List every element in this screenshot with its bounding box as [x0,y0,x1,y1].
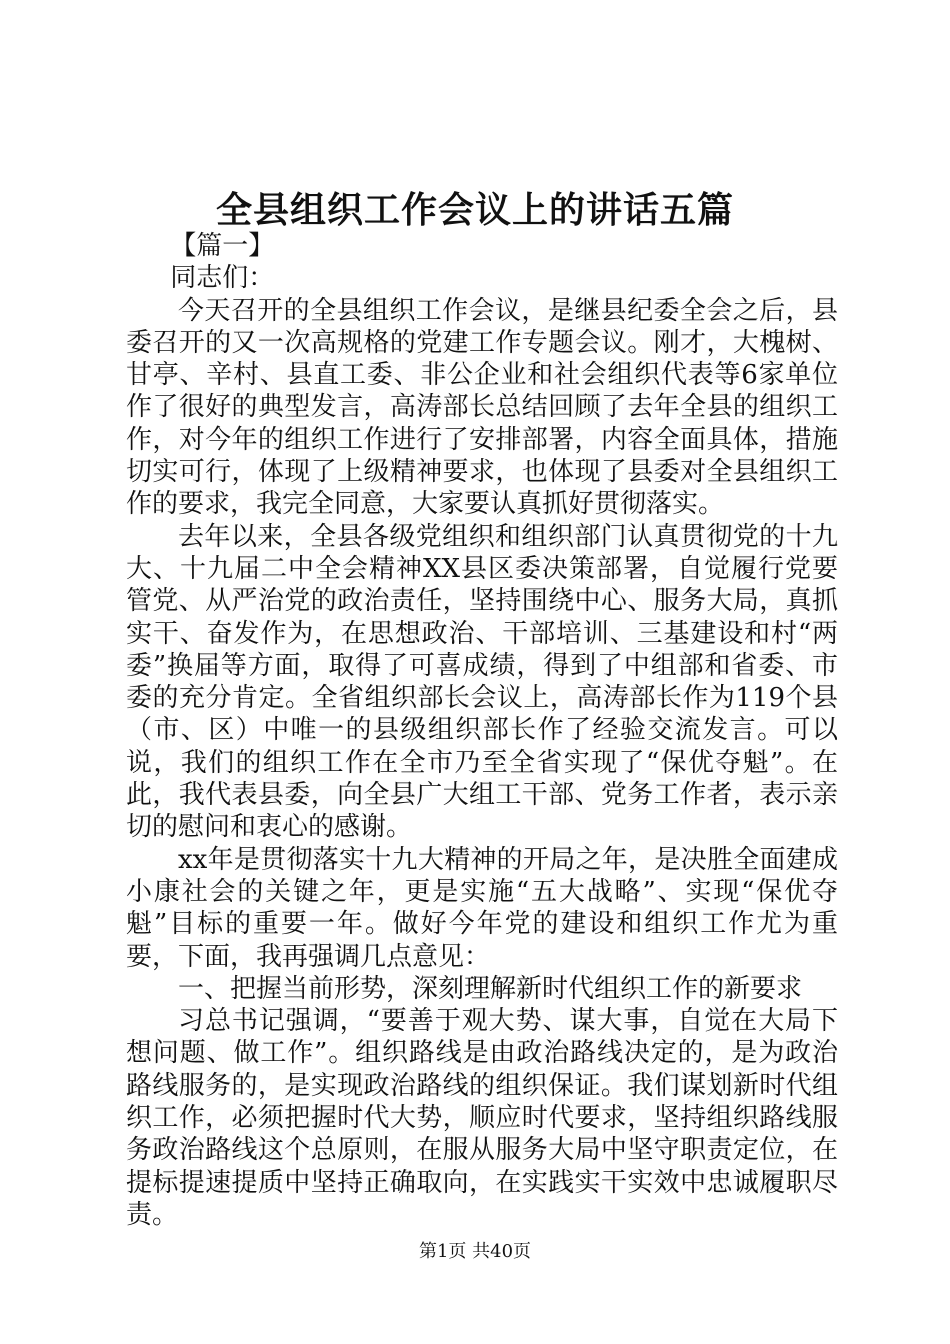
paragraph: 去年以来，全县各级党组织和组织部门认真贯彻党的十九大、十九届二中全会精神XX县区委决策部署，自觉履行党要管党、从严治党的政治责任，坚持围绕中心、服务大局，真抓实干、奋发作为，在思想政治、干部培训、三基建设和村“两委”换届等方面，取得了可喜成绩，得到了中组部和省委、市委的充分肯定。全省组织部长会议上，高涛部长作为119个县（市、区）中唯一的县级组织部长作了经验交流发言。可以说，我们的组织工作在全市乃至全省实现了“保优夺魁”。在此，我代表县委，向全县广大组工干部、党务工作者，表示亲切的慰问和衷心的感谢。 [126,521,838,843]
paragraph: 习总书记强调，“要善于观大势、谋大事，自觉在大局下想问题、做工作”。组织路线是由政治路线决定的，是为政治路线服务的，是实现政治路线的组织保证。我们谋划新时代组织工作，必须把握时代大势，顺应时代要求，坚持组织路线服务政治路线这个总原则，在服从服务大局中坚守职责定位，在提标提速提质中坚持正确取向，在实践实干实效中忠诚履职尽责。 [126,1006,838,1230]
section-heading: 一、把握当前形势，深刻理解新时代组织工作的新要求 [178,973,803,1004]
section-label: 【篇一】 [170,231,275,261]
document-body [126,230,838,1231]
paragraph: 今天召开的全县组织工作会议，是继县纪委全会之后，县委召开的又一次高规格的党建工作专题会议。刚才，大槐树、甘亭、辛村、县直工委、非公企业和社会组织代表等6家单位作了很好的典型发言，高涛部长总结回顾了去年全县的组织工作，对今年的组织工作进行了安排部署，内容全面具体，措施切实可行，体现了上级精神要求，也体现了县委对全县组织工作的要求，我完全同意，大家要认真抓好贯彻落实。 [126,295,838,520]
paragraph: xx年是贯彻落实十九大精神的开局之年，是决胜全面建成小康社会的关键之年，更是实施“五大战略”、实现“保优夺魁”目标的重要一年。做好今年党的建设和组织工作尤为重要，下面，我再强调几点意见： [126,844,838,972]
page-footer: 第1页 共40页 [418,1241,532,1262]
salutation: 同志们： [170,263,275,294]
document-title: 全县组织工作会议上的讲话五篇 [215,189,734,231]
